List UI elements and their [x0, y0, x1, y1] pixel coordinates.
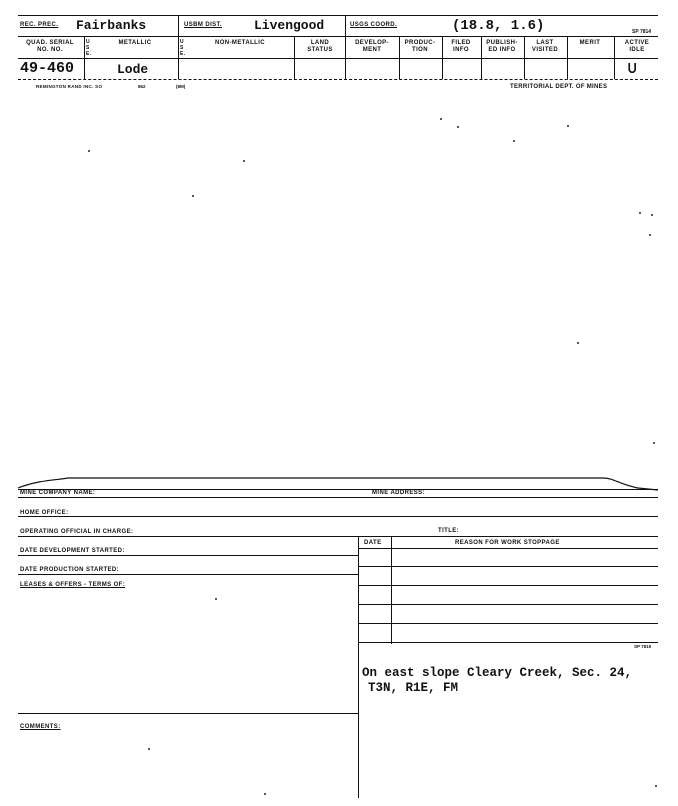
- usgs-coord-value: (18.8, 1.6): [452, 18, 545, 34]
- active-idle-mark: ⊃: [623, 61, 641, 75]
- quad-serial-value: 49-460: [20, 60, 75, 77]
- stoppage-row-5: [358, 623, 658, 624]
- col-last-visited: LAST VISITED: [531, 40, 559, 53]
- form-number-bottom: SP 7815: [634, 644, 652, 649]
- divider-1: [178, 15, 179, 79]
- rule-4: [18, 536, 658, 537]
- rule-3: [18, 516, 658, 517]
- col-production: PRODUC- TION: [404, 40, 436, 53]
- rule-1: [18, 489, 658, 490]
- stoppage-row-2: [358, 566, 658, 567]
- col-land-status: LAND STATUS: [307, 40, 333, 53]
- header-rule: [18, 36, 658, 37]
- date-production-label: DATE PRODUCTION STARTED:: [20, 567, 120, 573]
- home-office-label: HOME OFFICE:: [20, 510, 69, 516]
- form-number-top: SP 7814: [632, 29, 652, 35]
- top-rule: [18, 15, 658, 16]
- col-quad-serial: QUAD. SERIAL NO. NO.: [26, 40, 74, 53]
- mine-company-name-label: MINE COMPANY NAME:: [20, 490, 96, 496]
- stoppage-row-4: [358, 604, 658, 605]
- col-div-a: [84, 36, 85, 79]
- stoppage-reason-header: REASON FOR WORK STOPPAGE: [455, 540, 560, 546]
- stoppage-date-header: DATE: [364, 540, 382, 546]
- department-text: TERRITORIAL DEPT. OF MINES: [510, 84, 608, 90]
- operating-official-label: OPERATING OFFICIAL IN CHARGE:: [20, 529, 134, 535]
- row-rule-top: [18, 58, 658, 59]
- stoppage-row-3: [358, 585, 658, 586]
- printer-text: REMINGTON RAND INC. SO: [36, 84, 103, 89]
- col-div-b: [294, 36, 295, 79]
- main-divider: [358, 536, 359, 798]
- rule-2: [18, 497, 658, 498]
- col-filed-info: FILED INFO: [451, 40, 471, 53]
- col-metallic: METALLIC: [118, 40, 152, 46]
- mine-address-label: MINE ADDRESS:: [372, 490, 425, 496]
- rec-prec-value: Fairbanks: [76, 18, 147, 33]
- rule-6: [18, 574, 358, 575]
- col-published-info: PUBLISH- ED INFO: [486, 40, 518, 53]
- printer-code: 862: [138, 84, 146, 89]
- rule-comments: [18, 713, 358, 714]
- title-label: TITLE:: [438, 528, 460, 534]
- comment-line-1: On east slope Cleary Creek, Sec. 24,: [362, 666, 633, 680]
- comment-line-2: T3N, R1E, FM: [368, 681, 459, 695]
- divider-2: [345, 15, 346, 79]
- usgs-coord-label: USGS COORD.: [350, 22, 398, 28]
- leases-label: LEASES & OFFERS - TERMS OF:: [20, 582, 126, 588]
- col-active-idle: ACTIVE IDLE: [624, 40, 650, 53]
- stoppage-row-1: [358, 548, 658, 549]
- usbm-dist-value: Livengood: [254, 18, 325, 33]
- row-rule-bottom: [18, 79, 658, 80]
- printer-code-2: (8M): [176, 84, 186, 89]
- col-merit: MERIT: [579, 40, 601, 46]
- stoppage-row-6: [358, 642, 658, 643]
- rule-5: [18, 555, 358, 556]
- usbm-dist-label: USBM DIST.: [184, 22, 223, 28]
- stoppage-col-divider: [391, 536, 392, 644]
- col-development: DEVELOP- MENT: [355, 40, 389, 53]
- metallic-value: Lode: [117, 62, 149, 77]
- col-use-1: U S E.: [86, 39, 92, 57]
- col-non-metallic: NON-METALLIC: [214, 40, 265, 46]
- rec-prec-label: REC. PREC.: [20, 22, 59, 28]
- date-development-label: DATE DEVELOPMENT STARTED:: [20, 548, 125, 554]
- comments-label: COMMENTS:: [20, 724, 61, 730]
- col-use-2: U S E.: [180, 39, 186, 57]
